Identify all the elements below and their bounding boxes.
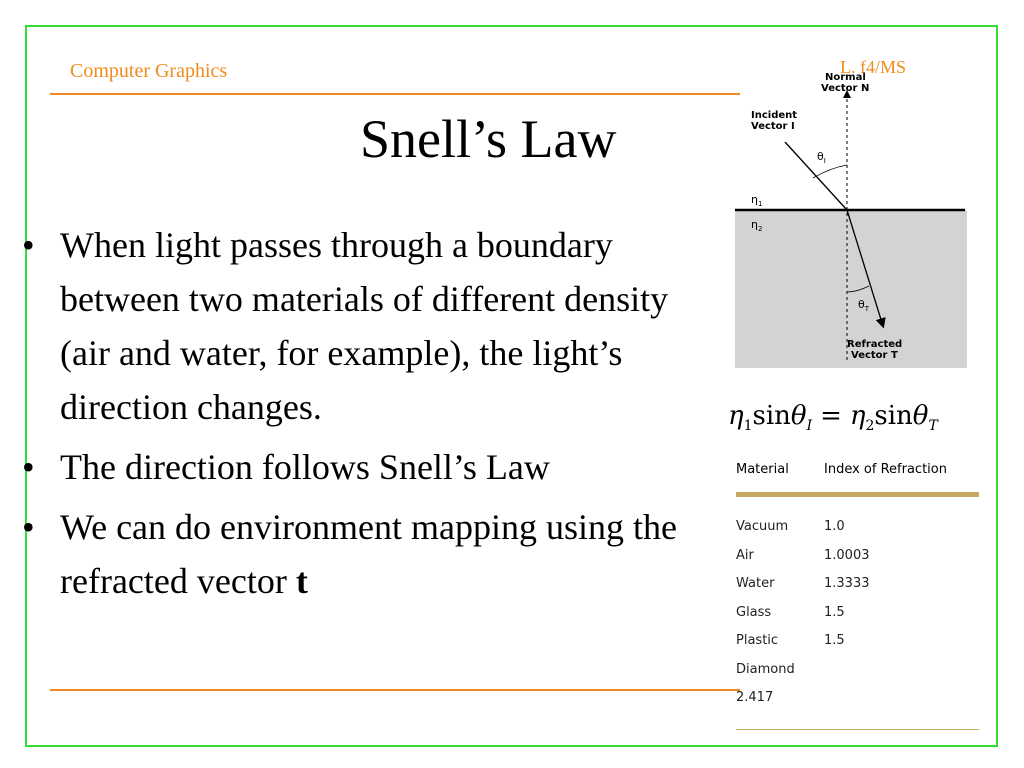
bullet-item — [22, 500, 702, 608]
table-cell: Diamond — [736, 661, 795, 677]
refraction-diagram — [735, 60, 967, 370]
table-cell: Plastic — [736, 633, 779, 648]
refracted-label: Refracted — [847, 339, 903, 350]
table-cell: Vacuum — [736, 519, 789, 534]
table-cell: Air — [736, 547, 754, 563]
table-row — [736, 605, 979, 634]
bullet-item — [22, 440, 702, 494]
footer-rule — [50, 689, 740, 691]
bullet-dot: • — [22, 225, 35, 265]
bullet-dot: • — [22, 447, 35, 487]
column-header: Material — [736, 462, 789, 477]
table-header — [736, 462, 979, 484]
table-row — [736, 690, 979, 719]
table-cell: 1.5 — [824, 633, 845, 648]
table-row — [736, 633, 979, 662]
table-cell: Glass — [736, 604, 772, 620]
table-cell: 1.3333 — [824, 576, 870, 591]
refraction-index-table — [736, 462, 979, 730]
angle-arc-incident — [813, 165, 847, 178]
table-cell: Water — [736, 576, 775, 591]
incident-label: Incident — [751, 110, 798, 121]
table-cell: 1.5 — [824, 604, 845, 620]
theta-i-label: $\theta_I$ — [817, 150, 826, 165]
equation-text: $\eta_1\sin\theta_I = \eta_2\sin\theta_T$ — [728, 401, 938, 434]
snells-law-equation — [726, 392, 986, 442]
vector-t-bold: t — [295, 561, 308, 601]
table-row — [736, 519, 979, 548]
table-row — [736, 576, 979, 605]
header-right-text: L. f4/MS — [840, 57, 907, 77]
header-rule — [50, 93, 740, 95]
bullet-list — [22, 218, 702, 614]
table-cell: 1.0003 — [824, 547, 870, 563]
bullet-dot: • — [22, 507, 35, 547]
table-bottom-rule — [736, 729, 979, 730]
bullet-text: We can do environment mapping using the refracted vector — [60, 507, 677, 601]
table-row — [736, 548, 979, 577]
table-header-rule — [736, 492, 979, 497]
eta2-label: $\eta_2$ — [751, 218, 763, 233]
table-cell: 1.0 — [824, 519, 845, 534]
column-header: Index of Refraction — [824, 462, 947, 477]
normal-label: Vector N — [821, 83, 870, 94]
slide-title: Snell’s Law — [360, 109, 617, 169]
bullet-text: The direction follows Snell’s Law — [60, 447, 550, 487]
table-cell: 2.417 — [736, 690, 774, 705]
bullet-text: When light passes through a boundary between two materials of different density (air and water, for example), the light’s direction changes. — [60, 225, 669, 427]
eta1-label: $\eta_1$ — [751, 193, 763, 208]
table-row — [736, 662, 979, 691]
bullet-item — [22, 218, 702, 434]
normal-label: Normal — [825, 72, 866, 83]
incident-label: Vector I — [751, 121, 795, 132]
refracted-label: Vector T — [851, 350, 898, 361]
course-name: Computer Graphics — [70, 60, 228, 82]
theta-t-label: $\theta_T$ — [858, 298, 870, 313]
